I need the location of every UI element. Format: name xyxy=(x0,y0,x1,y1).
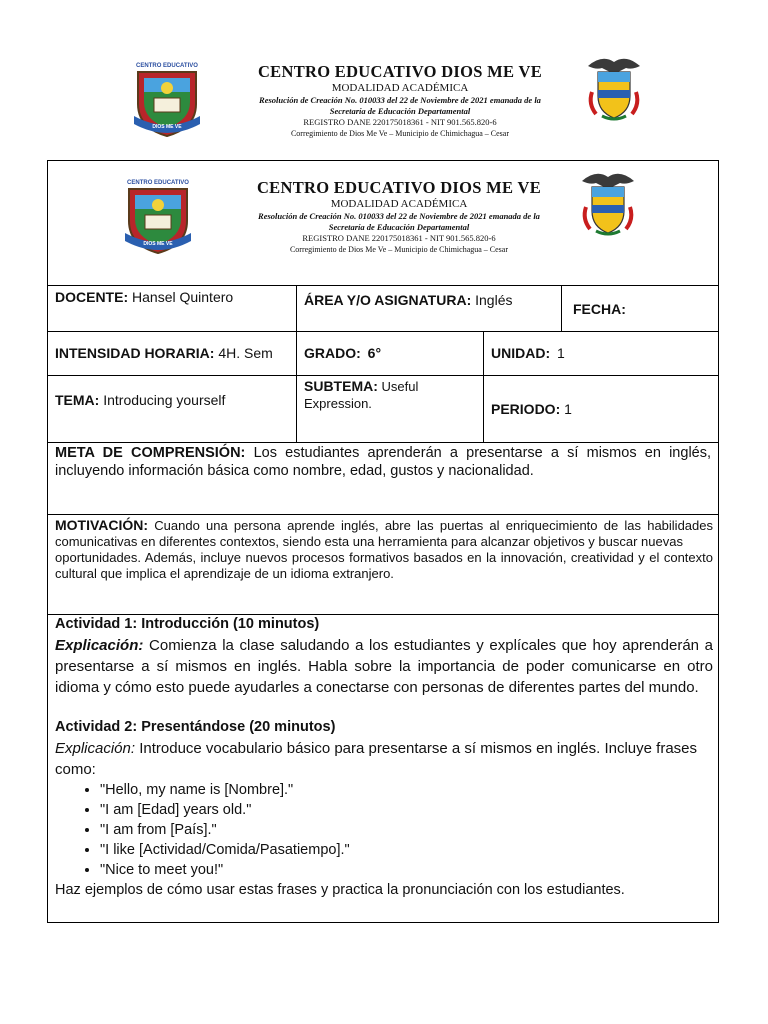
closing-text: Haz ejemplos de cómo usar estas frases y practica la pronunciación con los estudiantes. xyxy=(55,882,625,898)
motivacion-label: MOTIVACIÓN: xyxy=(55,517,149,533)
tema-cell xyxy=(55,392,295,409)
institution-block-inner xyxy=(213,178,585,255)
colombia-coat-of-arms-icon xyxy=(576,167,640,237)
subtema-value: Useful Expression. xyxy=(304,379,419,411)
meta-label: META DE COMPRENSIÓN: xyxy=(55,445,246,461)
resolucion-line-1: Resolución de Creación No. 010033 del 22 de Noviembre de 2021 emanada de la xyxy=(259,95,541,105)
unidad-cell xyxy=(491,345,711,362)
area-cell xyxy=(304,292,559,309)
unidad-value: 1 xyxy=(557,345,565,361)
modalidad: MODALIDAD ACADÉMICA xyxy=(331,82,469,94)
area-label: ÁREA Y/O ASIGNATURA: xyxy=(304,292,472,308)
intensidad-label: INTENSIDAD HORARIA: xyxy=(55,345,215,361)
grado-value: 6° xyxy=(367,345,382,361)
activity-1-title: Actividad 1: Introducción (10 minutos) xyxy=(55,616,320,632)
corregimiento: Corregimiento de Dios Me Ve – Municipio de Chimichagua – Cesar xyxy=(289,245,509,254)
registro: REGISTRO DANE 220175018361 - NIT 901.565.820-6 xyxy=(303,117,497,127)
activity-1-explanation xyxy=(55,635,713,698)
tema-label: TEMA: xyxy=(55,392,100,408)
periodo-cell xyxy=(491,401,711,418)
svg-text:CENTRO EDUCATIVO: CENTRO EDUCATIVO xyxy=(127,180,189,186)
activity-1-expl-text: Comienza la clase saludando a los estudiantes y explícales que hoy aprenderán a presentarse a sí mismos en inglés. Habla sobre la importancia de poder comunicarse en otro idioma y cómo esto puede ayudarles a conectarse con personas de diferentes partes del mundo. xyxy=(55,637,713,696)
tema-value: Introducing yourself xyxy=(103,392,226,408)
area-value: Inglés xyxy=(475,292,513,308)
fecha-label: FECHA: xyxy=(573,301,626,317)
subtema-label: SUBTEMA: xyxy=(304,378,378,394)
meta-value: Los estudiantes aprenderán a presentarse a sí mismos en inglés, incluyendo información básica como nombre, edad, gustos y nacionalidad. xyxy=(55,445,712,479)
resolucion-line-1: Resolución de Creación No. 010033 del 22 de Noviembre de 2021 emanada de la xyxy=(258,211,540,221)
fecha-cell xyxy=(573,301,713,318)
colombia-coat-of-arms-icon xyxy=(582,52,646,122)
periodo-value: 1 xyxy=(564,401,572,417)
subtema-cell xyxy=(304,378,474,412)
grado-cell xyxy=(304,345,474,362)
meta-cell xyxy=(55,444,711,480)
motivacion-value-2: oportunidades. Además, incluye nuevos procesos formativos basados en la innovación, creatividad y el contexto cultural que implica el aprendizaje de un idioma extranjero. xyxy=(55,550,713,581)
activity-2-expl-label: Explicación: xyxy=(55,740,136,757)
school-crest-icon xyxy=(130,58,204,138)
periodo-label: PERIODO: xyxy=(491,401,561,417)
institution-name: CENTRO EDUCATIVO DIOS ME VE xyxy=(256,178,542,197)
unidad-label: UNIDAD: xyxy=(491,345,551,361)
docente-label: DOCENTE: xyxy=(55,289,129,305)
modalidad: MODALIDAD ACADÉMICA xyxy=(330,198,468,210)
lesson-plan-form xyxy=(47,160,719,923)
motivacion-value-1: Cuando una persona aprende inglés, abre las puertas al enriquecimiento de las habilidades comunicativas en diferentes contextos, siendo esta una herramienta para alcanzar objetivos y buscar nuevas xyxy=(55,518,713,549)
svg-text:DIOS ME VE: DIOS ME VE xyxy=(143,241,173,247)
list-item: • "I am from [País]." xyxy=(100,820,713,840)
institution-block-top xyxy=(215,62,585,139)
activity-2-explanation xyxy=(55,738,713,780)
intensidad-cell xyxy=(55,345,295,362)
intensidad-value: 4H. Sem xyxy=(218,345,273,361)
motivacion-cell xyxy=(55,517,713,582)
activity-2-title: Actividad 2: Presentándose (20 minutos) xyxy=(55,719,336,735)
grado-label: GRADO: xyxy=(304,345,361,361)
school-crest-icon xyxy=(121,175,195,255)
list-item: • "I am [Edad] years old." xyxy=(100,800,713,820)
docente-cell xyxy=(55,289,293,306)
docente-value: Hansel Quintero xyxy=(132,289,234,305)
phrase-list xyxy=(55,780,713,880)
svg-text:CENTRO EDUCATIVO: CENTRO EDUCATIVO xyxy=(136,63,198,69)
institution-name: CENTRO EDUCATIVO DIOS ME VE xyxy=(257,62,543,81)
list-item: • "I like [Actividad/Comida/Pasatiempo]." xyxy=(100,840,713,860)
list-item: • "Hello, my name is [Nombre]." xyxy=(100,780,713,800)
resolucion-line-2: Secretaría de Educación Departamental xyxy=(328,222,470,232)
activities-section xyxy=(55,614,713,901)
svg-text:DIOS ME VE: DIOS ME VE xyxy=(152,124,182,130)
corregimiento: Corregimiento de Dios Me Ve – Municipio de Chimichagua – Cesar xyxy=(290,129,510,138)
activity-1-expl-label: Explicación: xyxy=(55,637,144,654)
registro: REGISTRO DANE 220175018361 - NIT 901.565.820-6 xyxy=(302,233,496,243)
resolucion-line-2: Secretaría de Educación Departamental xyxy=(329,106,471,116)
activity-2-expl-text: Introduce vocabulario básico para presentarse a sí mismos en inglés. Incluye frases como: xyxy=(55,740,698,778)
list-item: • "Nice to meet you!" xyxy=(100,860,713,880)
